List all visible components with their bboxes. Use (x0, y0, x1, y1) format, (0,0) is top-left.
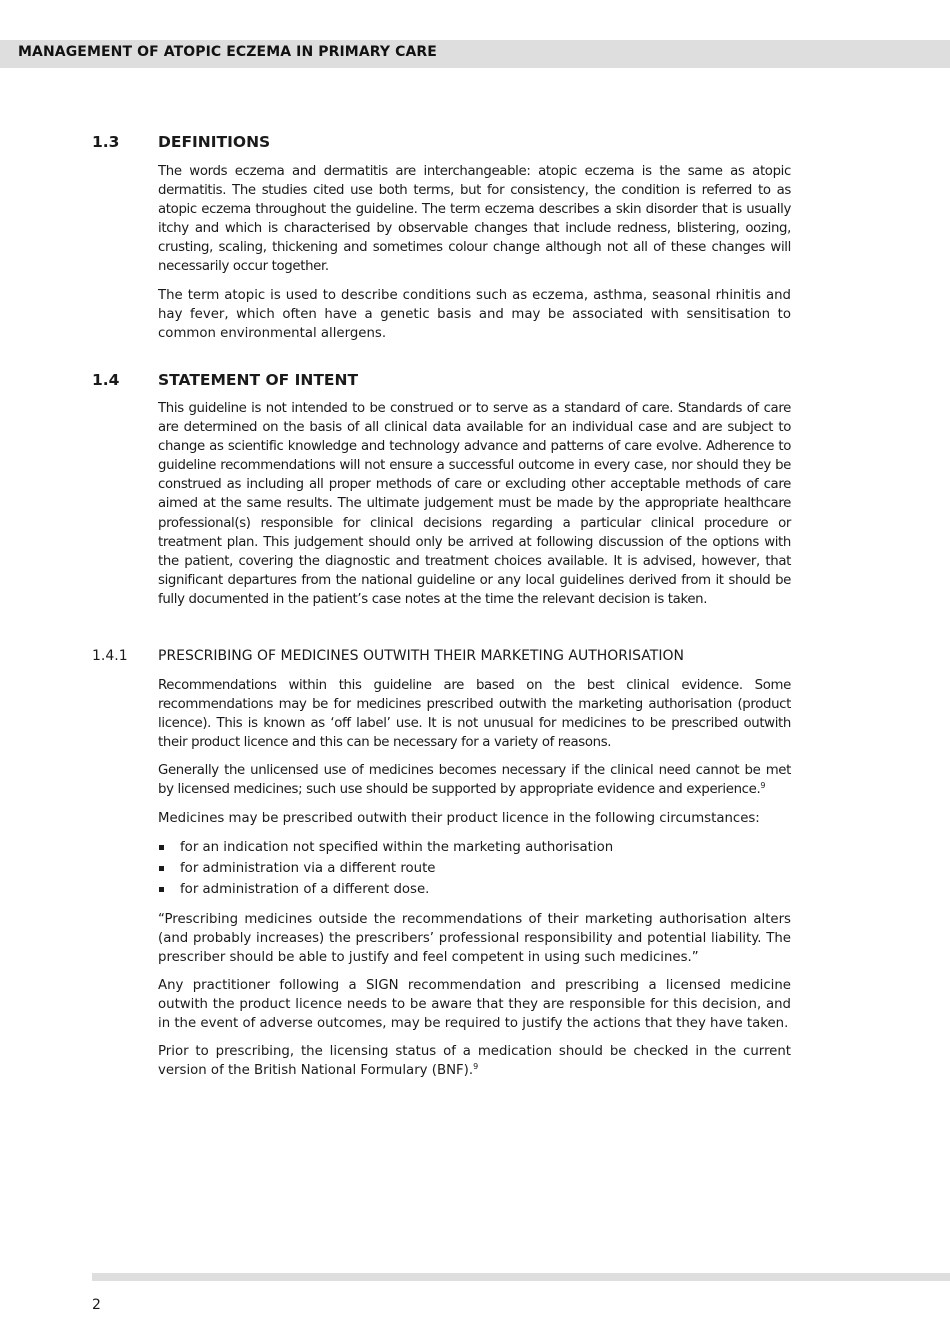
section-heading (92, 371, 792, 393)
list-item-text: for an indication not specified within the marketing authorisation (180, 839, 614, 855)
page-number: 2 (92, 1297, 101, 1313)
list-item (158, 879, 791, 900)
bullet-icon (159, 845, 164, 850)
list-item-text: for administration via a different route (180, 860, 436, 876)
list-item-text: for administration of a different dose. (180, 881, 430, 897)
section-definitions (92, 133, 792, 352)
paragraph: The term atopic is used to describe conditions such as eczema, asthma, seasonal rhinitis and hay fever, which often have a genetic basis and may be associated with sensitisation to common environmental allergens. (158, 287, 791, 341)
paragraph: Medicines may be prescribed outwith their product licence in the following circumstances: (158, 810, 760, 826)
paragraph: Recommendations within this guideline are based on the best clinical evidence. Some recommendations may be for medicines prescribed outwith the marketing authorisation (product licence). This is known as ‘off label’ use. It is not unusual for medicines to be prescribed outwith their product licence and this can be necessary for a variety of reasons. (158, 678, 791, 751)
running-header-title: MANAGEMENT OF ATOPIC ECZEMA IN PRIMARY CARE (18, 44, 437, 60)
section-number: 1.4 (92, 371, 120, 389)
subsection-body (158, 676, 791, 1080)
paragraph-text: Generally the unlicensed use of medicines becomes necessary if the clinical need cannot be met by licensed medicines; such use should be supported by appropriate evidence and experience. (158, 763, 791, 798)
paragraph (158, 1042, 791, 1080)
footer-rule (92, 1273, 950, 1281)
section-body (158, 162, 791, 343)
section-title: STATEMENT OF INTENT (158, 371, 359, 389)
subsection-title: PRESCRIBING OF MEDICINES OUTWITH THEIR MARKETING AUTHORISATION (158, 648, 684, 664)
section-heading (92, 133, 792, 155)
bullet-list (158, 837, 791, 900)
subsection-prescribing (92, 648, 792, 1089)
bullet-icon (159, 866, 164, 871)
quotation-paragraph: “Prescribing medicines outside the recommendations of their marketing authorisation alters (and probably increases) the prescribers’ professional responsibility and potential liability. The prescriber should be able to justify and feel competent in using such medicines.” (158, 911, 791, 965)
paragraph: This guideline is not intended to be construed or to serve as a standard of care. Standards of care are determined on the basis of all clinical data available for an individual case and are subject to change as scientific knowledge and technology advance and patterns of care evolve. Adherence to guideline recommendations will not ensure a successful outcome in every case, nor should they be construed as including all proper methods of care or excluding other acceptable methods of care aimed at the same results. The ultimate judgement must be made by the appropriate healthcare professional(s) responsible for clinical decisions regarding a particular clinical procedure or treatment plan. This judgement should only be arrived at following discussion of the options with the patient, covering the diagnostic and treatment choices available. It is advised, however, that significant departures from the national guideline or any local guidelines derived from it should be fully documented in the patient’s case notes at the time the relevant decision is taken. (158, 401, 791, 607)
list-item (158, 858, 791, 879)
paragraph (158, 761, 791, 799)
paragraph-text: Prior to prescribing, the licensing status of a medication should be checked in the current version of the British National Formulary (BNF). (158, 1044, 791, 1079)
section-body (158, 399, 791, 609)
reference-marker: 9 (760, 781, 766, 791)
subsection-number: 1.4.1 (92, 648, 128, 664)
section-number: 1.3 (92, 133, 120, 151)
subsection-heading (92, 648, 792, 668)
bullet-icon (159, 887, 164, 892)
reference-marker: 9 (473, 1062, 479, 1072)
section-statement-of-intent (92, 371, 792, 618)
paragraph: Any practitioner following a SIGN recommendation and prescribing a licensed medicine outwith the product licence needs to be aware that they are responsible for this decision, and in the event of adverse outcomes, may be required to justify the actions that they have taken. (158, 977, 791, 1032)
running-header (0, 40, 950, 68)
paragraph: The words eczema and dermatitis are interchangeable: atopic eczema is the same as atopic dermatitis. The studies cited use both terms, but for consistency, the condition is referred to as atopic eczema throughout the guideline. The term eczema describes a skin disorder that is usually itchy and which is characterised by observable changes that include redness, blistering, oozing, crusting, scaling, thickening and sometimes colour change although not all of these changes will necessarily occur together. (158, 164, 791, 275)
list-item (158, 837, 791, 858)
section-title: DEFINITIONS (158, 133, 271, 151)
